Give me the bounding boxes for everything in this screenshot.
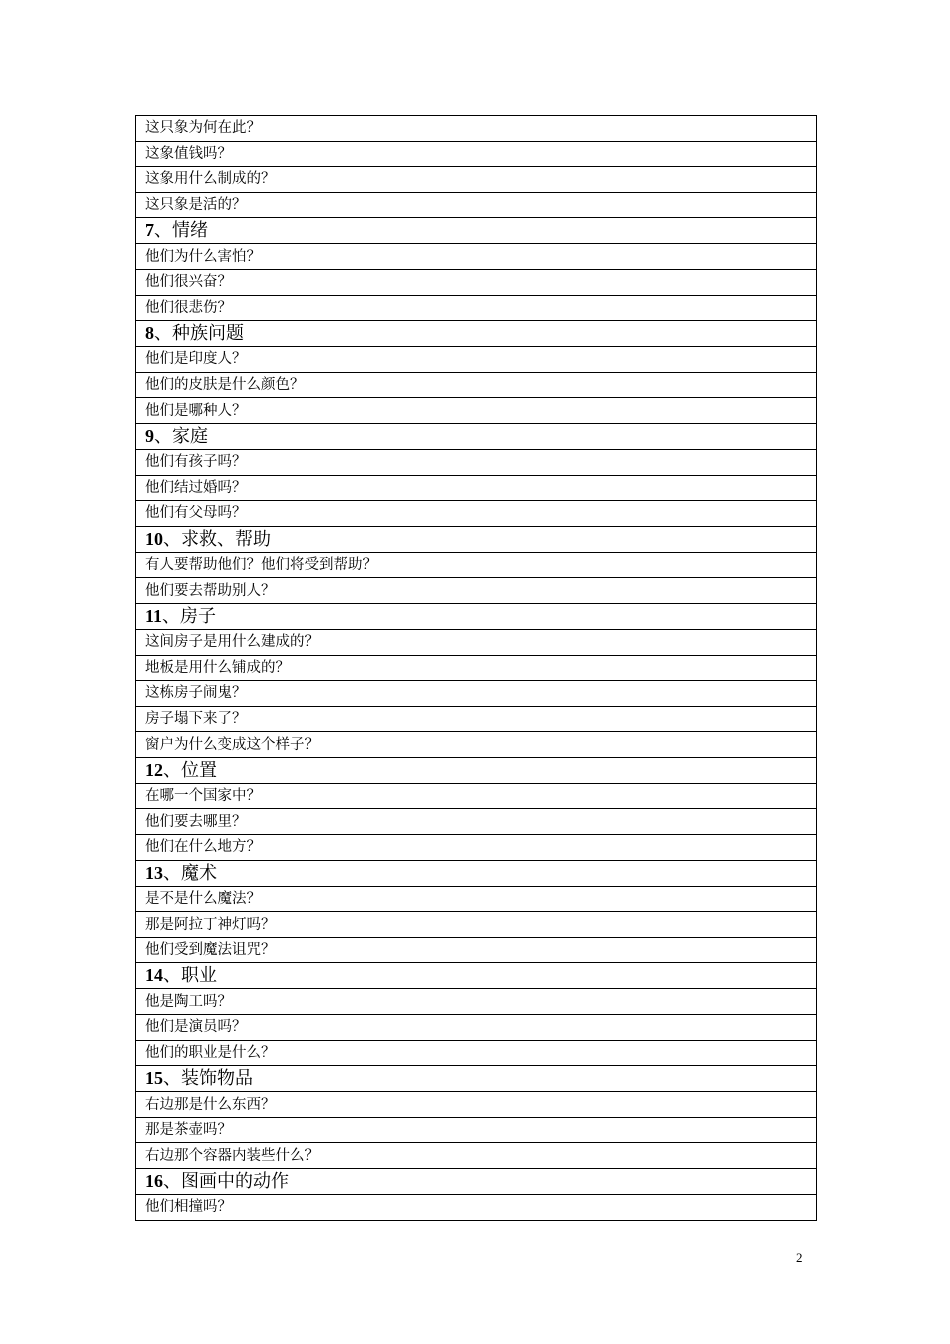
section-number: 11 <box>145 605 163 626</box>
section-number: 7 <box>145 220 154 241</box>
question-row <box>136 989 817 1015</box>
section-heading-row <box>136 860 817 886</box>
question-row <box>136 1040 817 1066</box>
question-row <box>136 655 817 681</box>
question-row <box>136 783 817 809</box>
question-text: 他们要去帮助别人？ <box>136 578 817 604</box>
section-title: 、房子 <box>162 605 217 627</box>
question-text: 这栋房子闹鬼？ <box>136 681 817 707</box>
section-title: 、种族问题 <box>154 323 244 345</box>
question-row <box>136 809 817 835</box>
section-heading-row <box>136 1066 817 1092</box>
question-text: 他是陶工吗？ <box>136 989 817 1015</box>
question-text: 这象用什么制成的？ <box>136 167 817 193</box>
page-number: 2 <box>796 1250 803 1265</box>
question-text: 那是阿拉丁神灯吗？ <box>136 912 817 938</box>
question-row <box>136 269 817 295</box>
section-heading-row <box>136 963 817 989</box>
section-heading <box>136 963 817 989</box>
question-row <box>136 912 817 938</box>
section-heading-row <box>136 423 817 449</box>
section-title: 、位置 <box>163 759 217 781</box>
section-heading-row <box>136 603 817 629</box>
question-text: 他们在什么地方？ <box>136 835 817 861</box>
section-heading <box>136 423 817 449</box>
section-heading-row <box>136 526 817 552</box>
question-row <box>136 1015 817 1041</box>
section-number: 8 <box>145 323 154 344</box>
question-table-body <box>136 116 817 1221</box>
question-text: 他们受到魔法诅咒？ <box>136 937 817 963</box>
question-row <box>136 1092 817 1118</box>
section-heading-row <box>136 218 817 244</box>
question-text: 他们很悲伤？ <box>136 295 817 321</box>
question-text: 他们有父母吗？ <box>136 501 817 527</box>
question-row <box>136 501 817 527</box>
section-heading <box>136 757 817 783</box>
question-text: 他们的职业是什么？ <box>136 1040 817 1066</box>
question-row <box>136 141 817 167</box>
section-heading <box>136 860 817 886</box>
question-text: 他们要去哪里？ <box>136 809 817 835</box>
question-row <box>136 1143 817 1169</box>
question-text: 有人要帮助他们？他们将受到帮助？ <box>136 552 817 578</box>
question-text: 他们有孩子吗？ <box>136 449 817 475</box>
question-text: 窗户为什么变成这个样子？ <box>136 732 817 758</box>
question-text: 他们很兴奋？ <box>136 269 817 295</box>
section-title: 、求救、帮助 <box>163 528 271 550</box>
question-row <box>136 629 817 655</box>
section-title: 、魔术 <box>163 862 217 884</box>
section-number: 13 <box>145 862 163 883</box>
question-row <box>136 937 817 963</box>
question-row <box>136 116 817 142</box>
question-text: 房子塌下来了？ <box>136 706 817 732</box>
section-title: 、家庭 <box>154 425 208 447</box>
question-row <box>136 706 817 732</box>
question-row <box>136 192 817 218</box>
question-text: 右边那个容器内装些什么？ <box>136 1143 817 1169</box>
question-row <box>136 578 817 604</box>
question-row <box>136 1117 817 1143</box>
question-text: 地板是用什么铺成的？ <box>136 655 817 681</box>
question-text: 这只象为何在此？ <box>136 116 817 142</box>
section-heading-row <box>136 757 817 783</box>
section-number: 12 <box>145 759 163 780</box>
question-text: 他们结过婚吗？ <box>136 475 817 501</box>
section-number: 16 <box>145 1171 163 1191</box>
question-row <box>136 732 817 758</box>
question-row <box>136 244 817 270</box>
question-row <box>136 347 817 373</box>
section-heading <box>136 321 817 347</box>
question-text: 右边那是什么东西？ <box>136 1092 817 1118</box>
question-row <box>136 552 817 578</box>
question-text: 他们是哪种人？ <box>136 398 817 424</box>
section-title: 、图画中的动作 <box>163 1171 289 1192</box>
section-heading <box>136 603 817 629</box>
question-row <box>136 295 817 321</box>
section-number: 9 <box>145 425 154 446</box>
question-row <box>136 398 817 424</box>
question-text: 他们是印度人？ <box>136 347 817 373</box>
question-text: 那是茶壶吗？ <box>136 1117 817 1143</box>
question-text: 这象值钱吗？ <box>136 141 817 167</box>
section-heading <box>136 1066 817 1092</box>
question-row <box>136 475 817 501</box>
section-title: 、情绪 <box>154 220 208 242</box>
section-heading <box>136 526 817 552</box>
question-row <box>136 886 817 912</box>
question-text: 这间房子是用什么建成的？ <box>136 629 817 655</box>
question-text: 他们为什么害怕？ <box>136 244 817 270</box>
section-title: 、职业 <box>163 965 217 987</box>
question-text: 他们相撞吗？ <box>136 1195 817 1221</box>
question-text: 这只象是活的？ <box>136 192 817 218</box>
question-row <box>136 835 817 861</box>
section-number: 10 <box>145 528 163 549</box>
question-text: 他们的皮肤是什么颜色？ <box>136 372 817 398</box>
section-heading <box>136 218 817 244</box>
question-row <box>136 449 817 475</box>
question-row <box>136 681 817 707</box>
question-table <box>135 115 817 1221</box>
section-number: 14 <box>145 965 163 986</box>
section-heading-row <box>136 321 817 347</box>
question-row <box>136 1195 817 1221</box>
question-text: 在哪一个国家中？ <box>136 783 817 809</box>
question-text: 是不是什么魔法？ <box>136 886 817 912</box>
section-heading <box>136 1169 817 1195</box>
section-number: 15 <box>145 1068 163 1089</box>
question-text: 他们是演员吗？ <box>136 1015 817 1041</box>
section-title: 、装饰物品 <box>163 1068 253 1090</box>
question-row <box>136 167 817 193</box>
question-row <box>136 372 817 398</box>
section-heading-row <box>136 1169 817 1195</box>
